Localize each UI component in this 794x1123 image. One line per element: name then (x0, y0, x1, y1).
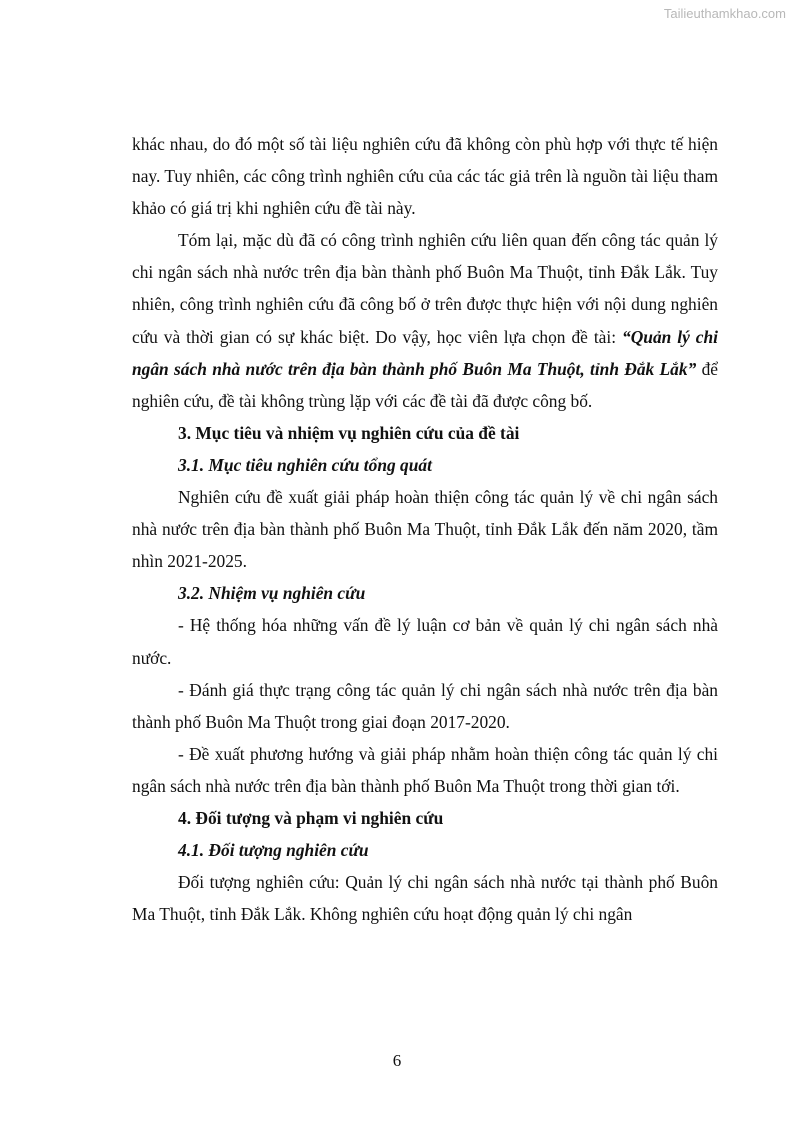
heading-section-4: 4. Đối tượng và phạm vi nghiên cứu (178, 807, 444, 828)
paragraph-research-subject: Đối tượng nghiên cứu: Quản lý chi ngân sách nhà nước tại thành phố Buôn Ma Thuột, tỉnh Đắk Lắk. Không nghiên cứu hoạt động quản lý chi ngân (132, 872, 718, 925)
heading-section-3: 3. Mục tiêu và nhiệm vụ nghiên cứu của đề tài (178, 422, 520, 443)
paragraph-continuation: khác nhau, do đó một số tài liệu nghiên cứu đã không còn phù hợp với thực tế hiện nay. Tuy nhiên, các công trình nghiên cứu của các tác giả trên là nguồn tài liệu tham khảo có giá trị khi nghiên cứu đề tài này. (132, 134, 718, 219)
task-item-2: - Đánh giá thực trạng công tác quản lý chi ngân sách nhà nước trên địa bàn thành phố Buôn Ma Thuột trong giai đoạn 2017-2020. (132, 679, 718, 732)
heading-section-3-1: 3.1. Mục tiêu nghiên cứu tổng quát (178, 454, 432, 475)
task-item-1: - Hệ thống hóa những vấn đề lý luận cơ bản về quản lý chi ngân sách nhà nước. (132, 615, 718, 668)
task-item-3: - Đề xuất phương hướng và giải pháp nhằm hoàn thiện công tác quản lý chi ngân sách nhà nước trên địa bàn thành phố Buôn Ma Thuột trong thời gian tới. (132, 743, 718, 796)
heading-section-4-1: 4.1. Đối tượng nghiên cứu (178, 840, 369, 861)
heading-section-3-2: 3.2. Nhiệm vụ nghiên cứu (178, 583, 366, 604)
thesis-title: “Quản lý chi ngân sách nhà nước trên địa bàn thành phố Buôn Ma Thuột, tỉnh Đắk Lắk” (132, 326, 719, 379)
document-body (132, 128, 718, 930)
summary-text: Tóm lại, mặc dù đã có công trình nghiên cứu liên quan đến công tác quản lý chi ngân sách nhà nước trên địa bàn thành phố Buôn Ma Thuột, tỉnh Đắk Lắk. Tuy nhiên, công trình nghiên cứu đã công bố ở trên được thực hiện với nội dung nghiên cứu và thời gian có sự khác biệt. Do vậy, học viên lựa chọn đề tài: (132, 230, 718, 347)
summary-text-end: để nghiên cứu, đề tài không trùng lặp với các đề tài đã được công bố. (132, 358, 718, 411)
paragraph-general-objective: Nghiên cứu đề xuất giải pháp hoàn thiện công tác quản lý về chi ngân sách nhà nước trên địa bàn thành phố Buôn Ma Thuột, tỉnh Đắk Lắk đến năm 2020, tầm nhìn 2021-2025. (132, 487, 718, 572)
paragraph-summary (132, 224, 718, 417)
watermark-text: Tailieuthamkhao.com (663, 6, 786, 21)
page-number: 6 (392, 1051, 402, 1070)
